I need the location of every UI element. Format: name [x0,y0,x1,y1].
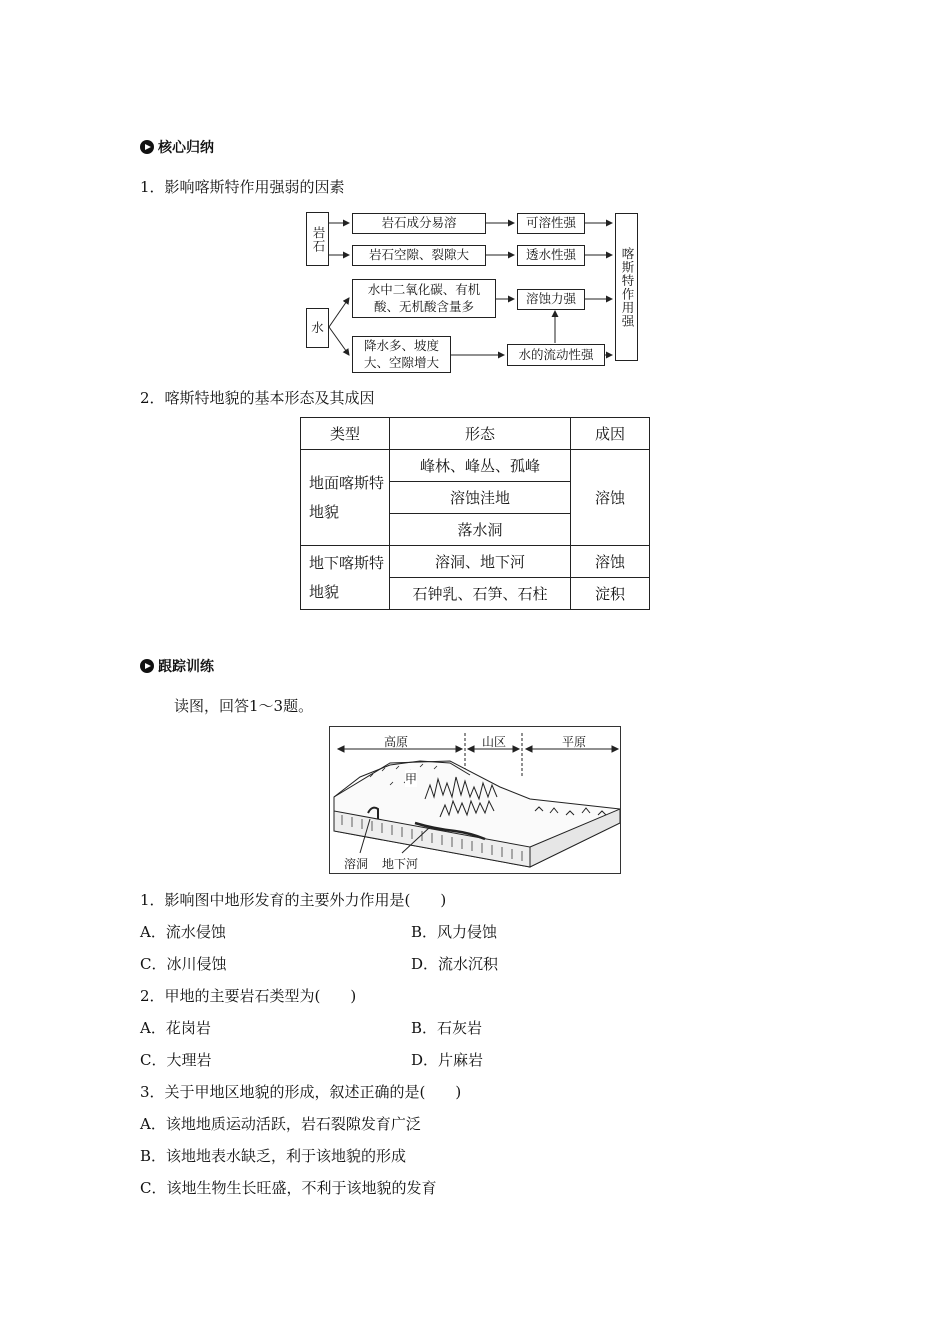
section-title-practice: 跟踪训练 [140,656,214,676]
table-cell-cause: 淀积 [571,578,650,610]
question-2-option-a[interactable]: A．花岗岩 [140,1019,211,1037]
section-title-core: 核心归纳 [140,137,214,157]
table-cell-form: 溶蚀洼地 [390,482,571,514]
table-cell-cause: 溶蚀 [571,450,650,546]
effect-solubility: 可溶性强 [517,213,585,234]
question-2-option-b[interactable]: B．石灰岩 [411,1019,483,1037]
table-row [301,546,650,578]
table-header: 形态 [390,418,571,450]
question-3-stem: 3．关于甲地区地貌的形成，叙述正确的是( ) [140,1083,462,1101]
figure-label-jia: 甲 [405,772,418,786]
question-2-stem: 2．甲地的主要岩石类型为( ) [140,987,357,1005]
table-cell-form: 石钟乳、石笋、石柱 [390,578,571,610]
table-header-row [301,418,650,450]
figure-label-plain: 平原 [562,735,587,749]
question-1-option-c[interactable]: C．冰川侵蚀 [140,955,227,973]
table-cell-cause: 溶蚀 [571,546,650,578]
item-2-heading: 2．喀斯特地貌的基本形态及其成因 [140,389,375,407]
figure-label-plateau: 高原 [384,735,409,749]
result-box: 喀斯特作用强 [615,213,638,361]
effect-corrosion: 溶蚀力强 [517,289,585,310]
figure-label-underground-river: 地下河 [382,857,419,871]
table-row [301,450,650,482]
table-cell-form: 落水洞 [390,514,571,546]
question-3-option-c[interactable]: C．该地生物生长旺盛，不利于该地貌的发育 [140,1179,437,1197]
effect-water-flow: 水的流动性强 [507,344,605,366]
practice-intro: 读图，回答1～3题。 [174,697,314,715]
water-factor-2: 降水多、坡度大、空隙增大 [352,336,451,373]
table-header: 成因 [571,418,650,450]
table-header: 类型 [301,418,390,450]
water-box: 水 [306,308,329,348]
karst-landform-table [300,417,650,610]
karst-terrain-figure [329,726,621,874]
table-cell-form: 溶洞、地下河 [390,546,571,578]
question-1-option-b[interactable]: B．风力侵蚀 [411,923,498,941]
question-1-stem: 1．影响图中地形发育的主要外力作用是( ) [140,891,447,909]
water-factor-1: 水中二氧化碳、有机酸、无机酸含量多 [352,279,496,318]
play-circle-icon [140,659,154,673]
question-3-option-a[interactable]: A．该地地质运动活跃，岩石裂隙发育广泛 [140,1115,421,1133]
rock-factor-1: 岩石成分易溶 [352,213,486,234]
effect-permeability: 透水性强 [517,245,585,266]
rock-box: 岩石 [306,212,329,266]
table-cell-type: 地下喀斯特地貌 [301,546,390,610]
rock-factor-2: 岩石空隙、裂隙大 [352,245,486,266]
figure-label-mountain: 山区 [482,735,507,749]
question-1-option-a[interactable]: A．流水侵蚀 [140,923,226,941]
item-1-heading: 1．影响喀斯特作用强弱的因素 [140,178,345,196]
figure-label-cave: 溶洞 [344,857,369,871]
play-circle-icon [140,140,154,154]
question-2-option-d[interactable]: D．片麻岩 [411,1051,484,1069]
question-2-option-c[interactable]: C．大理岩 [140,1051,212,1069]
table-cell-form: 峰林、峰丛、孤峰 [390,450,571,482]
question-3-option-b[interactable]: B．该地地表水缺乏，利于该地貌的形成 [140,1147,407,1165]
question-1-option-d[interactable]: D．流水沉积 [411,955,499,973]
table-cell-type: 地面喀斯特地貌 [301,450,390,546]
factor-flow-diagram [300,205,645,370]
